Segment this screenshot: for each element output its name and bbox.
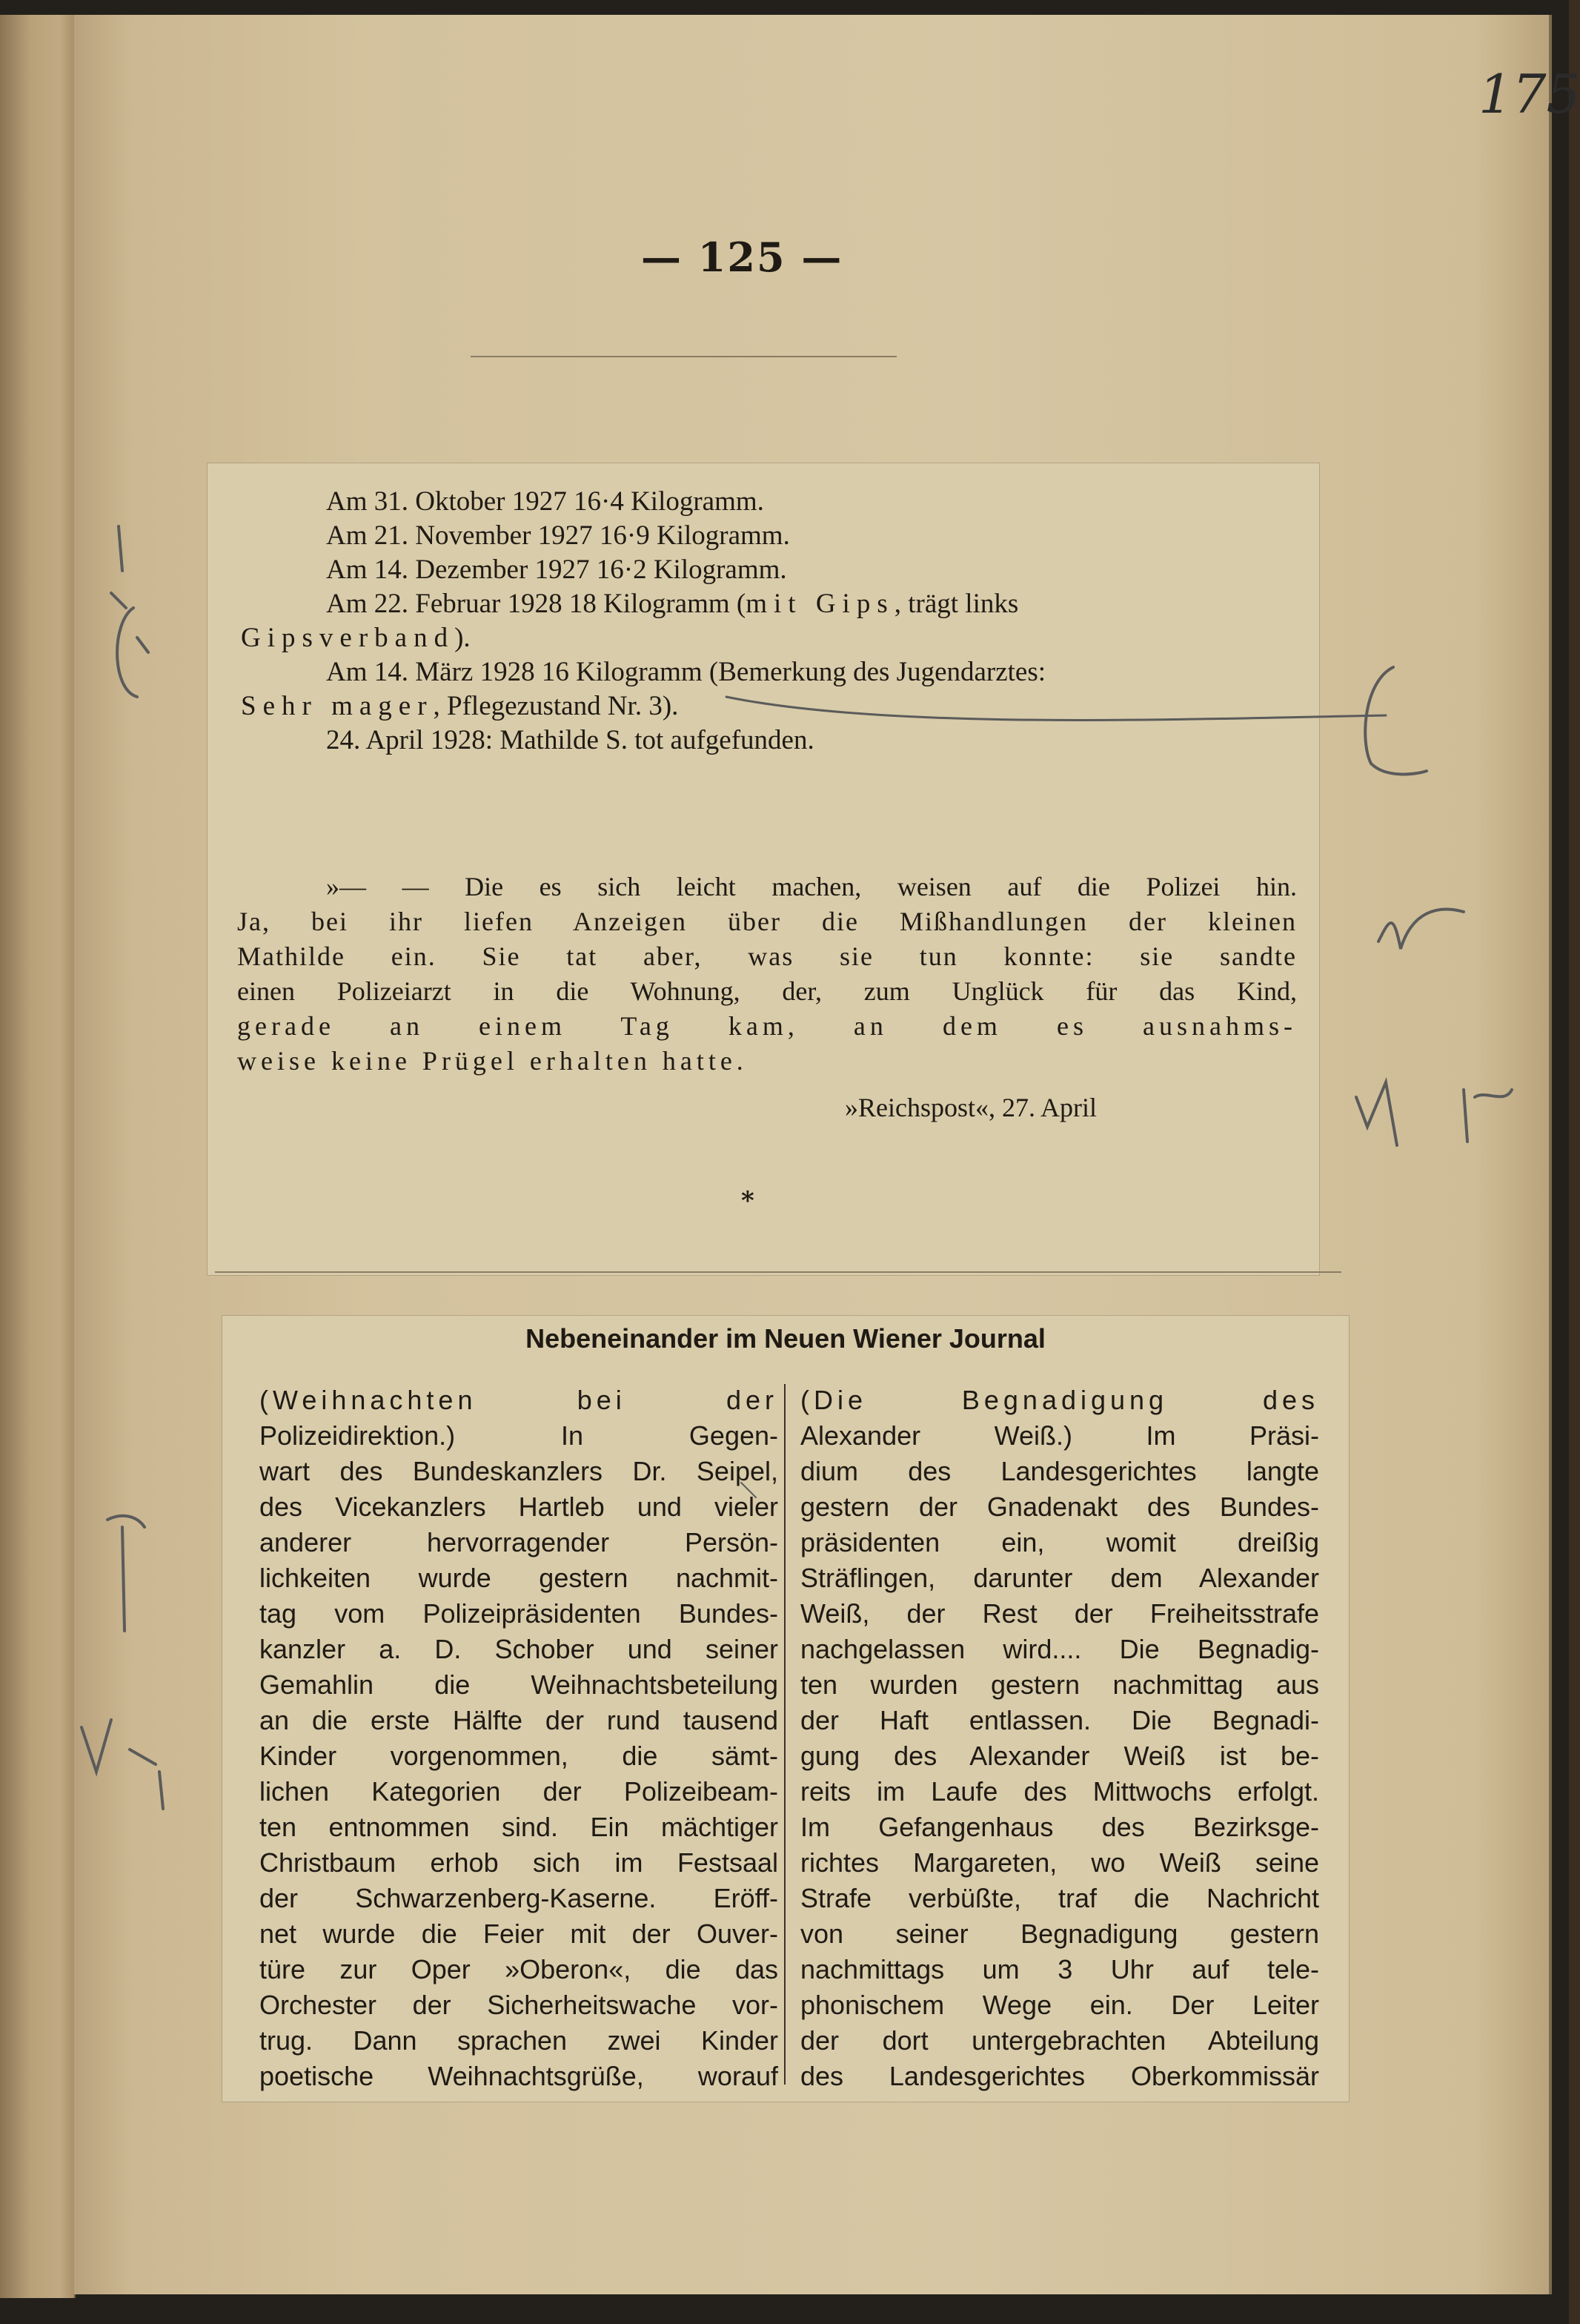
quote-line: weise keine Prügel erhalten hatte. xyxy=(237,1046,748,1076)
quote-line: Mathilde ein. Sie tat aber, was sie tun konnte: sie sandte xyxy=(237,941,1297,971)
weight-entry: Am 22. Februar 1928 18 Kilogramm (mit Gips, trägt links xyxy=(326,589,1019,619)
column-line: Sträflingen, darunter dem Alexander xyxy=(800,1563,1319,1593)
column-line: tag vom Polizeipräsidenten Bundes- xyxy=(259,1598,778,1629)
column-line: lichkeiten wurde gestern nachmit- xyxy=(259,1563,778,1593)
column-line: phonischem Wege ein. Der Leiter xyxy=(800,1990,1319,2020)
column-line: Im Gefangenhaus des Bezirksge- xyxy=(800,1812,1319,1842)
column-line: präsidenten ein, womit dreißig xyxy=(800,1527,1319,1557)
column-line: türe zur Oper »Oberon«, die das xyxy=(259,1954,778,1984)
quote-line: »— — Die es sich leicht machen, weisen auf die Polizei hin. xyxy=(326,872,1297,901)
column-line: des Vicekanzlers Hartleb und vieler xyxy=(259,1492,778,1522)
column-line: richtes Margareten, wo Weiß seine xyxy=(800,1847,1319,1878)
column-line: gung des Alexander Weiß ist be- xyxy=(800,1741,1319,1771)
cut-line xyxy=(215,1271,1341,1273)
quote-source: »Reichspost«, 27. April xyxy=(845,1093,1097,1122)
weight-entry: Am 31. Oktober 1927 16·4 Kilogramm. xyxy=(326,486,764,517)
column-line: an die erste Hälfte der rund tausend xyxy=(259,1705,778,1735)
column-line: Strafe verbüßte, traf die Nachricht xyxy=(800,1883,1319,1913)
quote-line: Ja, bei ihr liefen Anzeigen über die Mißhandlungen der kleinen xyxy=(237,907,1297,936)
column-line: Weiß, der Rest der Freiheitsstrafe xyxy=(800,1598,1319,1629)
weight-entry: Am 14. Dezember 1927 16·2 Kilogramm. xyxy=(326,554,787,585)
column-line: trug. Dann sprachen zwei Kinder xyxy=(259,2025,778,2056)
column-line: der Schwarzenberg-Kaserne. Eröff- xyxy=(259,1883,778,1913)
column-line: wart des Bundeskanzlers Dr. Seipel, xyxy=(259,1456,778,1486)
column-line: (Weihnachten bei der xyxy=(259,1385,778,1415)
page-number-clipping xyxy=(471,185,897,357)
column-line: ten entnommen sind. Ein mächtiger xyxy=(259,1812,778,1842)
column-line: anderer hervorragender Persön- xyxy=(259,1527,778,1557)
book-spine xyxy=(0,15,76,2298)
weight-entry: Am 21. November 1927 16·9 Kilogramm. xyxy=(326,520,790,551)
column-line: ten wurden gestern nachmittag aus xyxy=(800,1669,1319,1700)
column-line: gestern der Gnadenakt des Bundes- xyxy=(800,1492,1319,1522)
column-line: dium des Landesgerichtes langte xyxy=(800,1456,1319,1486)
separator-asterisk: * xyxy=(741,1186,754,1216)
column-line: (Die Begnadigung des xyxy=(800,1385,1319,1415)
column-line: nachgelassen wird.... Die Begnadig- xyxy=(800,1634,1319,1664)
weight-entry: 24. April 1928: Mathilde S. tot aufgefunden. xyxy=(326,725,814,755)
left-column xyxy=(259,1383,778,2094)
column-line: des Landesgerichtes Oberkommissär xyxy=(800,2061,1319,2091)
column-line: Polizeidirektion.) In Gegen- xyxy=(259,1420,778,1451)
journal-clipping xyxy=(222,1316,1349,2102)
column-line: der Haft entlassen. Die Begnadi- xyxy=(800,1705,1319,1735)
column-line: lichen Kategorien der Polizeibeam- xyxy=(259,1776,778,1807)
column-line: Alexander Weiß.) Im Präsi- xyxy=(800,1420,1319,1451)
column-line: Orchester der Sicherheitswache vor- xyxy=(259,1990,778,2020)
column-line: reits im Laufe des Mittwochs erfolgt. xyxy=(800,1776,1319,1807)
weights-clipping xyxy=(208,463,1319,1275)
folio-number: 175 xyxy=(1478,63,1580,125)
column-divider xyxy=(784,1384,786,2085)
column-line: Christbaum erhob sich im Festsaal xyxy=(259,1847,778,1878)
column-line: poetische Weihnachtsgrüße, worauf xyxy=(259,2061,778,2091)
weight-entry: Sehr mager, Pflegezustand Nr. 3). xyxy=(241,691,679,721)
column-line: net wurde die Feier mit der Ouver- xyxy=(259,1919,778,1949)
column-line: Kinder vorgenommen, die sämt- xyxy=(259,1741,778,1771)
column-line: von seiner Begnadigung gestern xyxy=(800,1919,1319,1949)
column-line: der dort untergebrachten Abteilung xyxy=(800,2025,1319,2056)
quote-line: einen Polizeiarzt in die Wohnung, der, zum Unglück für das Kind, xyxy=(237,976,1297,1006)
page-number: — 125 — xyxy=(641,234,843,281)
quote-line: gerade an einem Tag kam, an dem es ausnahms- xyxy=(237,1011,1297,1041)
column-line: Gemahlin die Weihnachtsbeteilung xyxy=(259,1669,778,1700)
weight-entry: Gipsverband). xyxy=(241,623,471,653)
journal-title: Nebeneinander im Neuen Wiener Journal xyxy=(525,1323,1046,1354)
right-column xyxy=(800,1383,1319,2094)
column-line: nachmittags um 3 Uhr auf tele- xyxy=(800,1954,1319,1984)
column-line: kanzler a. D. Schober und seiner xyxy=(259,1634,778,1664)
weight-entry: Am 14. März 1928 16 Kilogramm (Bemerkung des Jugendarztes: xyxy=(326,657,1046,687)
